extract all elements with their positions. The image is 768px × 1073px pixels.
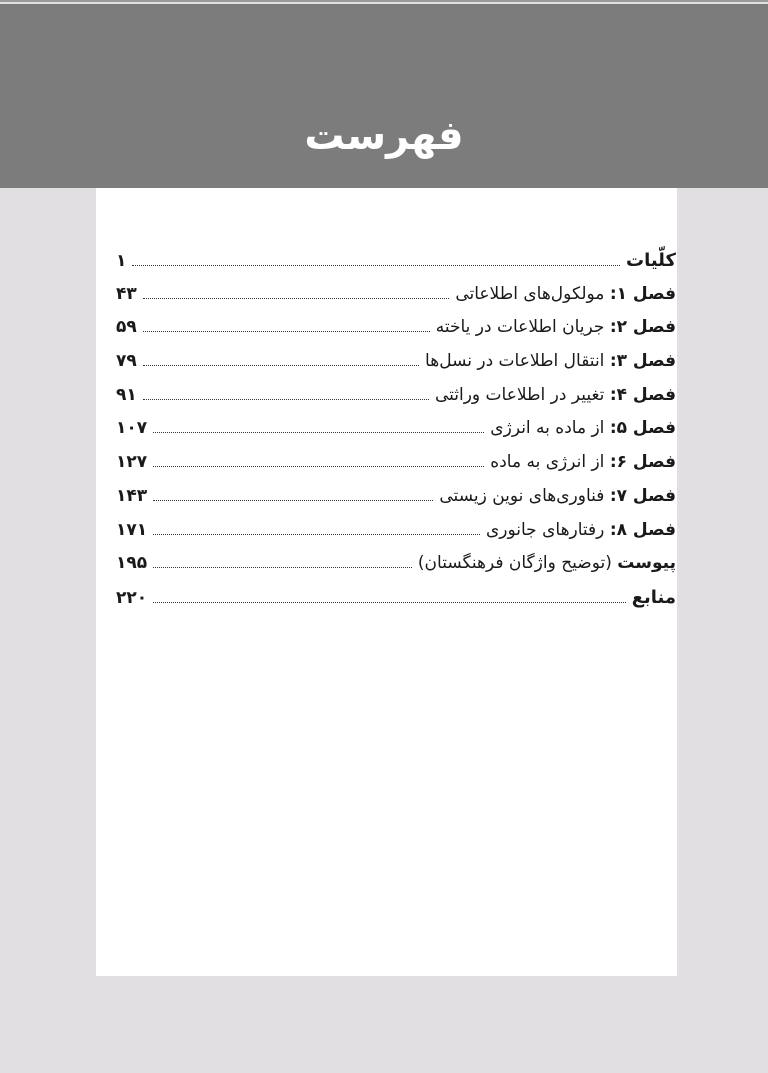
toc-entry-page-number: ۵۹	[116, 317, 137, 338]
toc-dot-leader	[153, 567, 412, 568]
toc-entry-label	[430, 317, 676, 337]
page-title: فهرست	[304, 113, 464, 159]
toc-entry-title: فناوری‌های نوین زیستی	[439, 485, 610, 506]
top-border-line	[0, 0, 768, 2]
toc-dot-leader	[143, 365, 419, 366]
toc-entry-page-number: ۱۲۷	[116, 452, 148, 473]
toc-entry-title: از ماده به انرژی	[490, 418, 610, 439]
toc-entry-prefix: فصل ۱:	[609, 283, 676, 304]
toc-entry-page-number: ۲۲۰	[116, 587, 148, 608]
toc-entry-prefix: فصل ۳:	[609, 351, 676, 372]
toc-entry-page-number: ۱۴۳	[116, 485, 148, 506]
toc-entry[interactable]	[116, 418, 676, 452]
toc-dot-leader	[153, 466, 484, 467]
toc-entry-label	[484, 452, 676, 472]
toc-entry-page-number: ۱	[116, 251, 127, 271]
toc-dot-leader	[153, 500, 433, 501]
toc-entry-prefix: پیوست	[617, 553, 676, 574]
toc-entry-title: جریان اطلاعات در یاخته	[435, 317, 610, 338]
toc-dot-leader	[132, 265, 620, 266]
toc-entry[interactable]	[116, 351, 676, 385]
toc-entry-label	[620, 250, 676, 271]
toc-entry[interactable]	[116, 284, 676, 318]
toc-entry-prefix: فصل ۲:	[609, 317, 676, 338]
toc-dot-leader	[143, 399, 429, 400]
toc-entry-label	[429, 385, 676, 405]
toc-entry-label	[412, 553, 676, 573]
toc-entry[interactable]	[116, 520, 676, 554]
toc-entry-prefix: منابع	[631, 586, 676, 608]
toc-entry-label	[449, 284, 676, 304]
toc-entry[interactable]	[116, 486, 676, 520]
toc-entry-prefix: فصل ۶:	[609, 452, 676, 473]
toc-entry-label	[480, 520, 676, 540]
table-of-contents	[116, 250, 676, 621]
toc-entry-page-number: ۱۰۷	[116, 418, 148, 439]
toc-entry-page-number: ۴۳	[116, 283, 137, 304]
toc-dot-leader	[153, 432, 484, 433]
toc-entry-label	[626, 587, 676, 608]
toc-dot-leader	[143, 298, 450, 299]
toc-entry-prefix: فصل ۷:	[609, 485, 676, 506]
toc-entry-page-number: ۱۹۵	[116, 553, 148, 574]
toc-entry[interactable]	[116, 587, 676, 621]
toc-entry-page-number: ۱۷۱	[116, 519, 148, 540]
toc-entry[interactable]	[116, 250, 676, 284]
toc-entry-title: از انرژی به ماده	[490, 452, 610, 473]
toc-entry[interactable]	[116, 452, 676, 486]
toc-dot-leader	[153, 602, 626, 603]
toc-dot-leader	[143, 331, 430, 332]
toc-entry-title: (توضیح واژگان فرهنگستان)	[417, 553, 618, 574]
toc-entry[interactable]	[116, 385, 676, 419]
toc-entry-title: انتقال اطلاعات در نسل‌ها	[425, 351, 610, 372]
toc-entry[interactable]	[116, 317, 676, 351]
toc-entry-label	[433, 486, 676, 506]
toc-entry-page-number: ۹۱	[116, 384, 137, 405]
toc-entry-prefix: فصل ۵:	[609, 418, 676, 439]
toc-entry-label	[484, 418, 676, 438]
toc-entry-title: تغییر در اطلاعات وراثتی	[434, 384, 610, 405]
toc-entry-title: مولکول‌های اطلاعاتی	[455, 283, 610, 304]
toc-dot-leader	[153, 534, 480, 535]
toc-entry-label	[419, 351, 676, 371]
toc-entry-title: رفتارهای جانوری	[485, 519, 610, 540]
toc-entry-prefix: فصل ۴:	[609, 384, 676, 405]
toc-entry-page-number: ۷۹	[116, 351, 137, 372]
toc-entry-prefix: کلّیات	[625, 250, 676, 271]
toc-entry[interactable]	[116, 553, 676, 587]
toc-entry-prefix: فصل ۸:	[609, 519, 676, 540]
